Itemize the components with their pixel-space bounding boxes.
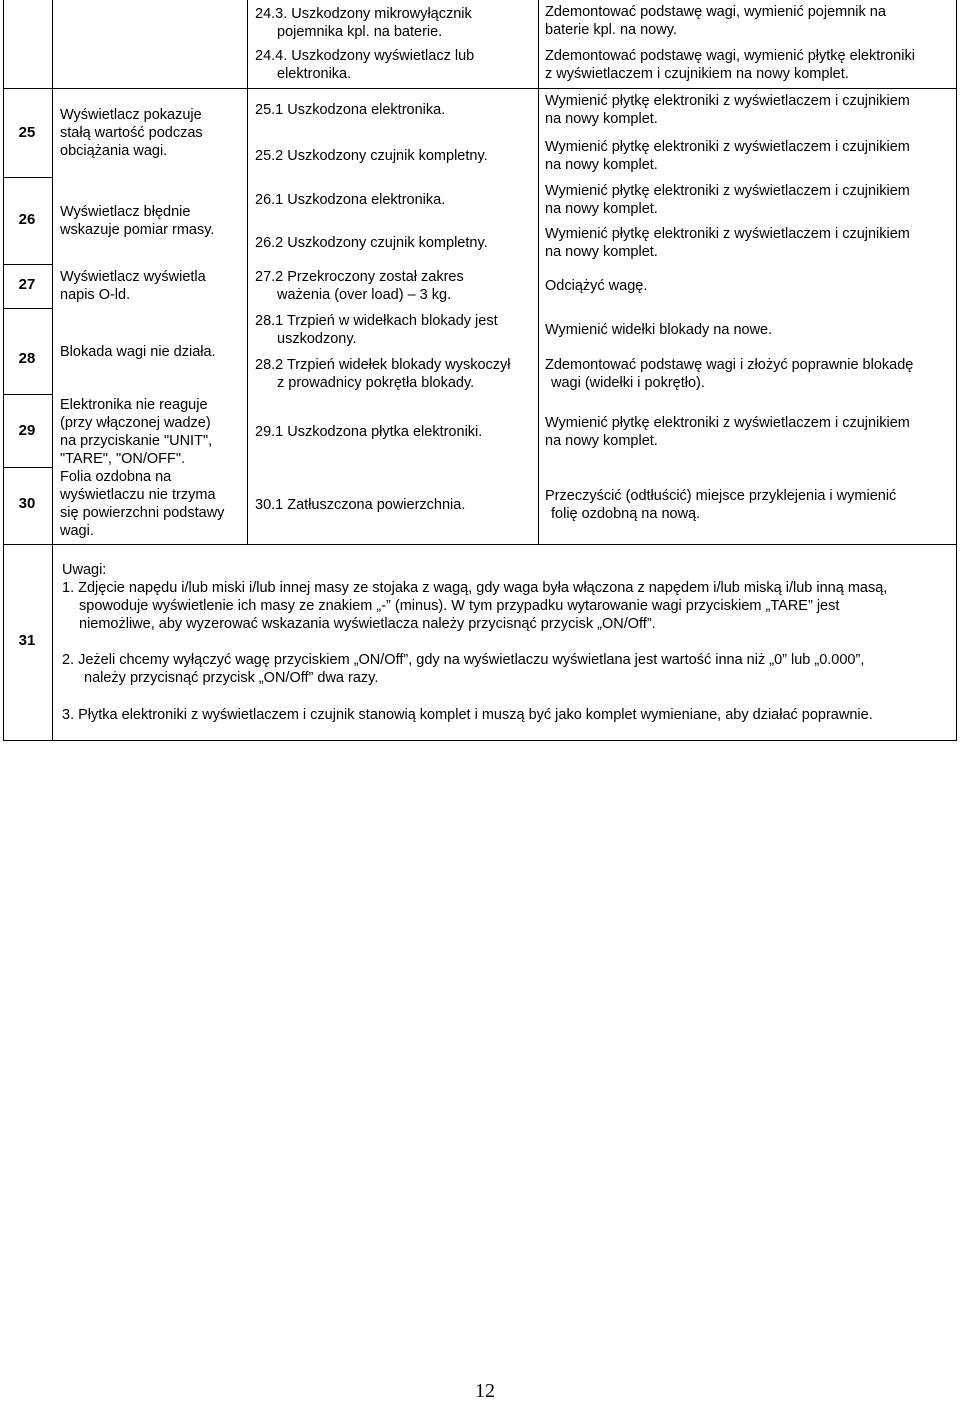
row-divider-26 (3, 177, 52, 178)
row-number-27: 27 (18, 276, 36, 293)
cause-24-4: 24.4. Uszkodzony wyświetlacz lub elektronika. (255, 48, 475, 82)
problem-27: Wyświetlacz wyświetla napis O-ld. (60, 269, 206, 303)
problem-29: Elektronika nie reaguje (przy włączonej wadze) na przyciskanie "UNIT", "TARE", "ON/OFF". (60, 397, 213, 467)
row-number-28: 28 (18, 350, 36, 367)
notes-heading: Uwagi: (62, 562, 107, 578)
remedy-24-4: Zdemontować podstawę wagi, wymienić płytkę elektroniki z wyświetlaczem i czujnikiem na nowy komplet. (545, 48, 915, 82)
cause-29-1: 29.1 Uszkodzona płytka elektroniki. (255, 424, 483, 440)
cause-25-2: 25.2 Uszkodzony czujnik kompletny. (255, 148, 488, 164)
cause-28-1: 28.1 Trzpień w widełkach blokady jest uszkodzony. (255, 313, 498, 347)
cause-24-3: 24.3. Uszkodzony mikrowyłącznik pojemnika kpl. na baterie. (255, 6, 472, 40)
cause-30-1: 30.1 Zatłuszczona powierzchnia. (255, 497, 466, 513)
problem-30: Folia ozdobna na wyświetlaczu nie trzyma się powierzchni podstawy wagi. (60, 469, 225, 539)
remedy-26-1: Wymienić płytkę elektroniki z wyświetlaczem i czujnikiem na nowy komplet. (545, 183, 910, 217)
cause-26-2: 26.2 Uszkodzony czujnik kompletny. (255, 235, 488, 251)
row-divider-25 (3, 88, 957, 89)
cause-26-1: 26.1 Uszkodzona elektronika. (255, 192, 446, 208)
table-border-bottom (3, 740, 957, 741)
cause-28-2: 28.2 Trzpień widełek blokady wyskoczył z prowadnicy pokrętła blokady. (255, 357, 511, 391)
row-number-25: 25 (18, 124, 36, 141)
problem-26: Wyświetlacz błędnie wskazuje pomiar rmasy. (60, 204, 215, 238)
row-divider-31 (3, 544, 957, 545)
row-divider-30 (3, 467, 52, 468)
row-divider-27 (3, 264, 52, 265)
remedy-25-2: Wymienić płytkę elektroniki z wyświetlaczem i czujnikiem na nowy komplet. (545, 139, 910, 173)
page-number: 12 (475, 1380, 495, 1402)
remedy-25-1: Wymienić płytkę elektroniki z wyświetlaczem i czujnikiem na nowy komplet. (545, 93, 910, 127)
remedy-28-2: Zdemontować podstawę wagi i złożyć poprawnie blokadę wagi (widełki i pokrętło). (545, 357, 914, 391)
problem-25: Wyświetlacz pokazuje stałą wartość podczas obciążania wagi. (60, 107, 203, 159)
column-divider-number (52, 0, 53, 741)
row-number-31: 31 (18, 632, 36, 649)
remedy-24-3: Zdemontować podstawę wagi, wymienić pojemnik na baterie kpl. na nowy. (545, 4, 886, 38)
column-divider-problem (247, 0, 248, 544)
remedy-29-1: Wymienić płytkę elektroniki z wyświetlaczem i czujnikiem na nowy komplet. (545, 415, 910, 449)
remedy-28-1: Wymienić widełki blokady na nowe. (545, 322, 773, 338)
note-3: 3. Płytka elektroniki z wyświetlaczem i czujnik stanowią komplet i muszą być jako komplet wymieniane, aby działać poprawnie. (62, 707, 873, 723)
table-border-right (956, 0, 957, 741)
row-number-29: 29 (18, 422, 36, 439)
cause-27-2: 27.2 Przekroczony został zakres ważenia (over load) – 3 kg. (255, 269, 464, 303)
problem-28: Blokada wagi nie działa. (60, 344, 216, 360)
cause-25-1: 25.1 Uszkodzona elektronika. (255, 102, 446, 118)
remedy-27-2: Odciążyć wagę. (545, 278, 648, 294)
row-divider-29 (3, 394, 52, 395)
row-divider-28 (3, 308, 52, 309)
column-divider-cause (538, 0, 539, 544)
remedy-26-2: Wymienić płytkę elektroniki z wyświetlaczem i czujnikiem na nowy komplet. (545, 226, 910, 260)
note-2: 2. Jeżeli chcemy wyłączyć wagę przyciskiem „ON/Off”, gdy na wyświetlaczu wyświetlana jest wartość inna niż „0” lub „0.000”, należy przycisnąć przycisk „ON/Off” dwa razy. (62, 652, 865, 686)
row-number-26: 26 (18, 211, 36, 228)
row-number-30: 30 (18, 495, 36, 512)
note-1: 1. Zdjęcie napędu i/lub miski i/lub innej masy ze stojaka z wagą, gdy waga była włączona z napędem i/lub miską i/lub inną masą, spowoduje wyświetlenie ich masy ze znakiem „-” (minus). W tym przypadku wytarowanie wagi przyciskiem „TARE” jest niemożliwe, aby wyzerować wskazania wyświetlacza należy przycisnąć przycisk „ON/Off”. (62, 580, 888, 632)
table-border-left (3, 0, 4, 741)
remedy-30-1: Przeczyścić (odtłuścić) miejsce przyklejenia i wymienić folię ozdobną na nową. (545, 488, 897, 522)
